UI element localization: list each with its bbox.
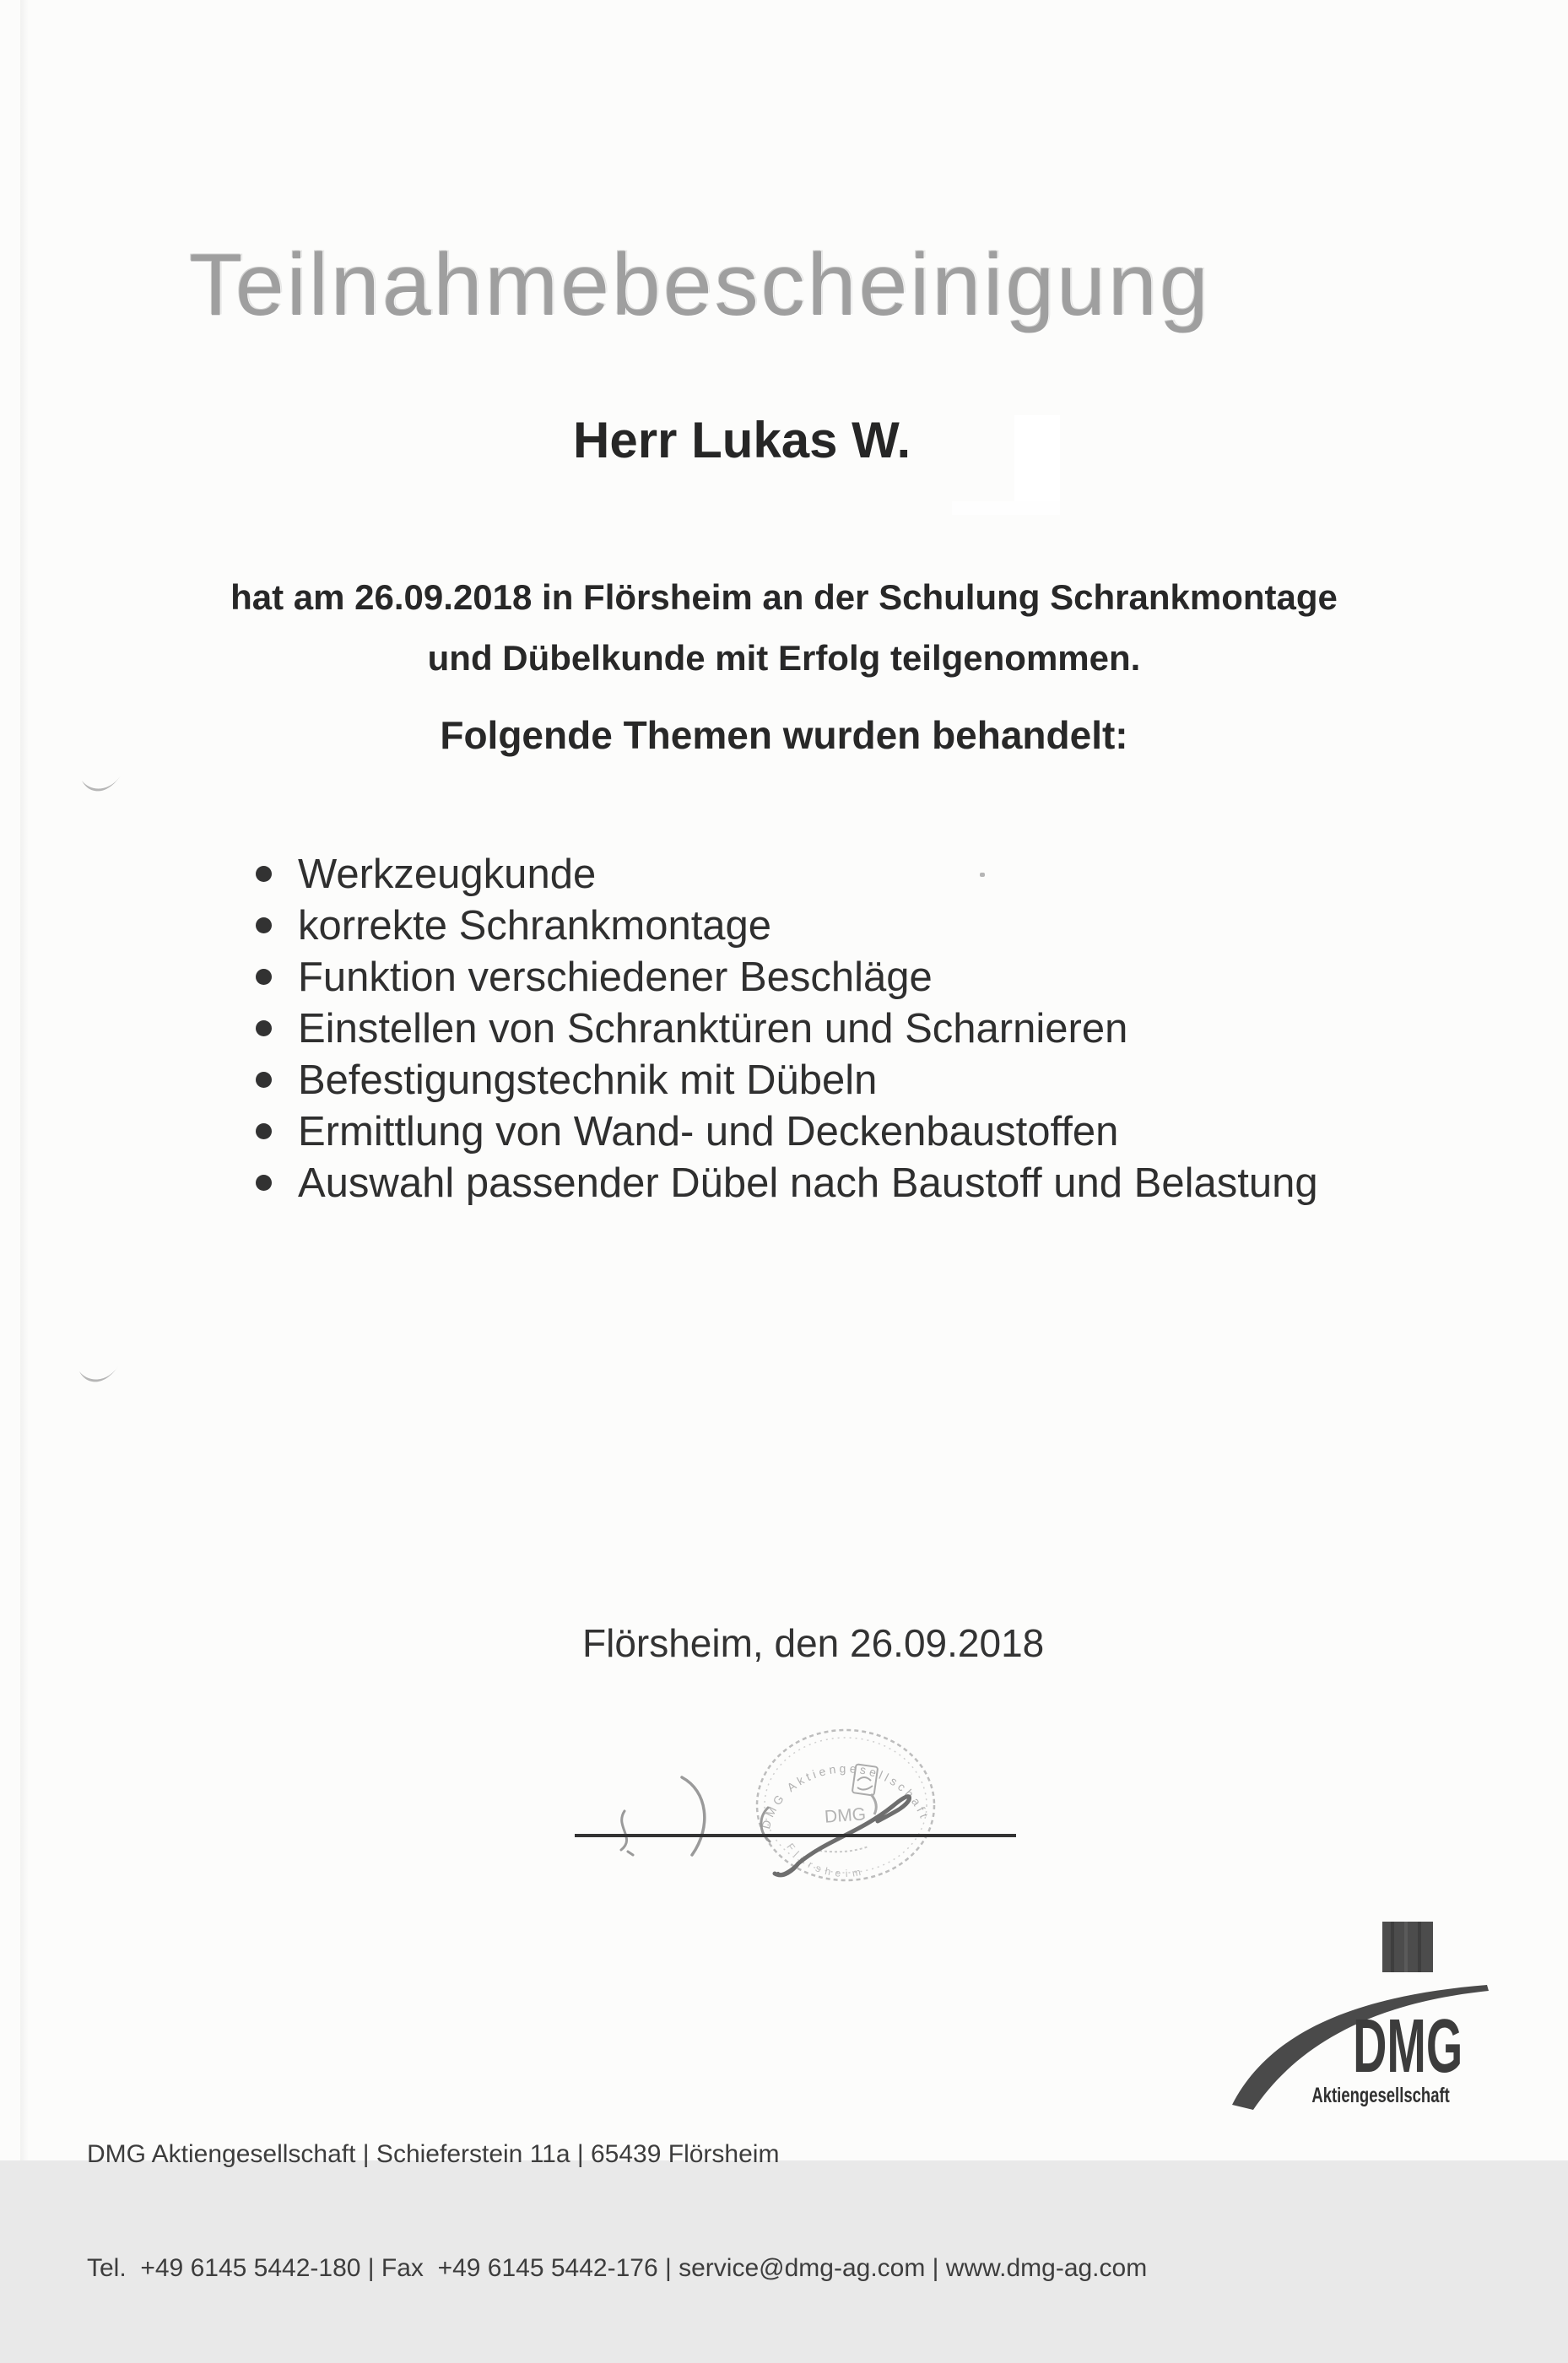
topic-label: Einstellen von Schranktüren und Scharnieren <box>298 1005 1128 1052</box>
scan-speck-artifact <box>980 873 985 877</box>
topics-list <box>256 848 1318 1209</box>
list-item <box>256 1003 1318 1054</box>
topic-label: Funktion verschiedener Beschläge <box>298 954 933 1000</box>
list-item <box>256 900 1318 951</box>
topics-heading: Folgende Themen wurden behandelt: <box>440 713 1128 757</box>
statement-paragraph <box>0 567 1568 689</box>
list-item <box>256 1106 1318 1157</box>
page-curl-artifact <box>80 771 122 802</box>
place-date-line: Flörsheim, den 26.09.2018 <box>582 1621 1045 1665</box>
logo-square-icon <box>1382 1922 1433 1972</box>
redaction-box <box>1014 415 1060 513</box>
redaction-strip <box>952 501 1060 515</box>
topic-label: korrekte Schrankmontage <box>298 902 772 949</box>
footer-address <box>87 2059 1147 2363</box>
topic-label: Werkzeugkunde <box>298 851 597 897</box>
page-title: Teilnahmebescheinigung <box>189 236 1211 334</box>
footer-line-2: Tel. +49 6145 5442-180 | Fax +49 6145 5442-176 | service@dmg-ag.com | www.dmg-ag.com <box>87 2254 1148 2282</box>
list-item <box>256 1157 1318 1209</box>
stamp-center-text: DMG <box>824 1804 867 1827</box>
list-item <box>256 1054 1318 1106</box>
stamp-bottom-text: Flörsheim <box>784 1841 867 1880</box>
bullet-icon <box>256 969 272 985</box>
bullet-icon <box>256 866 272 882</box>
signature-and-stamp <box>557 1713 979 1941</box>
topic-label: Ermittlung von Wand- und Deckenbaustoffen <box>298 1108 1119 1154</box>
topic-label: Auswahl passender Dübel nach Baustoff und Belastung <box>298 1160 1318 1206</box>
recipient-name: Herr Lukas W. <box>573 412 911 468</box>
bullet-icon <box>256 1072 272 1088</box>
bullet-icon <box>256 1175 272 1191</box>
bullet-icon <box>256 1020 272 1036</box>
topic-label: Befestigungstechnik mit Dübeln <box>298 1057 878 1103</box>
footer-line-1: DMG Aktiengesellschaft | Schieferstein 11a | 65439 Flörsheim <box>87 2140 780 2168</box>
logo-subtitle: Aktiengesellschaft <box>1311 2083 1450 2107</box>
statement-line-2: und Dübelkunde mit Erfolg teilgenommen. <box>427 638 1141 678</box>
statement-line-1: hat am 26.09.2018 in Flörsheim an der Schulung Schrankmontage <box>230 577 1338 617</box>
bullet-icon <box>256 917 272 933</box>
page-curl-artifact <box>78 1362 120 1392</box>
bullet-icon <box>256 1123 272 1139</box>
signature-line <box>575 1834 1016 1837</box>
scan-edge-artifact <box>20 0 29 2160</box>
dmg-logo <box>1215 1912 1502 2123</box>
logo-wordmark: DMG <box>1353 2003 1463 2089</box>
stamp-ring-text: DMG Aktiengesellschaft <box>759 1761 933 1830</box>
list-item <box>256 848 1318 900</box>
list-item <box>256 951 1318 1003</box>
